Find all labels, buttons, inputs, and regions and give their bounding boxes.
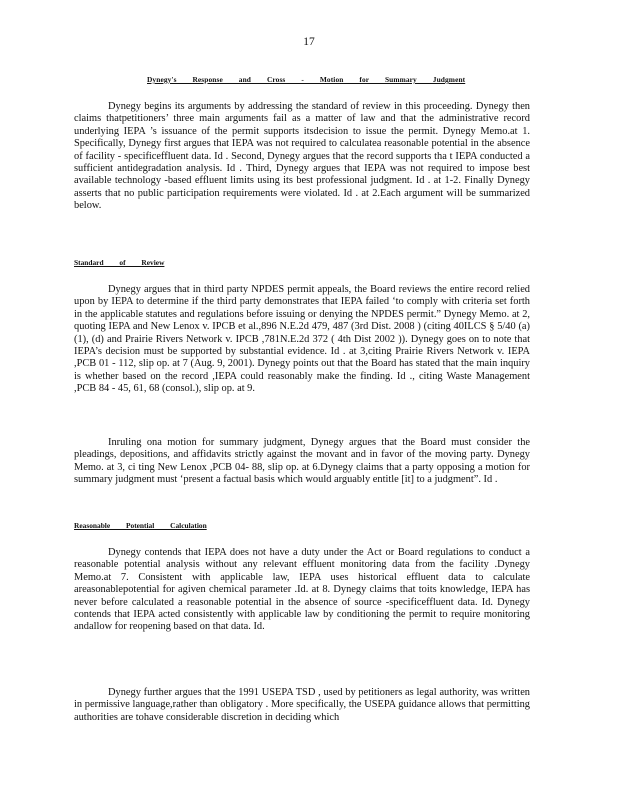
summary-judgment-paragraph bbox=[74, 437, 530, 487]
standard-of-review-heading: Standard of Review bbox=[74, 258, 165, 267]
page-number: 17 bbox=[303, 36, 315, 48]
tsd-text: Dynegy further argues that the 1991 USEPA TSD , used by petitioners as legal authority, was written in permissive language,rather than obligatory . More specifically, the USEPA guidance allows that permitting authorities are tohave considerable discretion in deciding which bbox=[74, 687, 530, 723]
document-title: Dynegy's Response and Cross - Motion for Summary Judgment bbox=[147, 75, 466, 84]
intro-paragraph bbox=[74, 101, 530, 213]
reasonable-potential-text: Dynegy contends that IEPA does not have a duty under the Act or Board regulations to conduct a reasonable potential analysis without any relevant effluent monitoring data from the facility .Dynegy Memo.at 7. Consistent with applicable law, IEPA uses historical effluent data to calculate areasonablepotential for agiven chemical parameter .Id. at 8. Dynegy claims that toits knowledge, IEPA has never before calculated a reasonable potential in the absence of source -specificeffluent data. Id. Dynegy contends that IEPA acted consistently with applicable law by conditioning the permit to require monitoring andallow for reopening based on that data. Id. bbox=[74, 547, 530, 633]
intro-paragraph-text: Dynegy begins its arguments by addressing the standard of review in this proceeding. Dynegy then claims thatpetitioners’ three main arguments fail as a matter of law and that the administrative record underlying IEPA ’s issuance of the permit supports itsdecision to issue the permit. Dynegy Memo.at 1. Specifically, Dynegy first argues that IEPA was not required to calculatea reasonable potential in the absence of facility - specificeffluent data. Id . Second, Dynegy argues that the record supports tha t IEPA conducted a sufficient antidegradation analysis. Id . Third, Dynegy argues that IEPA was not required to impose best available technology -based effluent limits using its best professional judgment. Id . at 1-2. Finally Dynegy asserts that no public participation requirements were violated. Id . at 2.Each argument will be summarized below. bbox=[74, 101, 530, 212]
summary-judgment-text: Inruling ona motion for summary judgment, Dynegy argues that the Board must consider the pleadings, depositions, and affidavits strictly against the movant and in favor of the moving party. Dynegy Memo. at 3, ci ting New Lenox ,PCB 04- 88, slip op. at 6.Dynegy claims that a party opposing a motion for summary judgment must ‘present a factual basis which would arguably entitle [it] to a judgment”. Id . bbox=[74, 437, 530, 486]
standard-of-review-paragraph bbox=[74, 284, 530, 396]
reasonable-potential-paragraph bbox=[74, 547, 530, 634]
tsd-paragraph bbox=[74, 687, 530, 724]
standard-of-review-text: Dynegy argues that in third party NPDES permit appeals, the Board reviews the entire record relied upon by IEPA to determine if the third party demonstrates that IEPA failed ‘to comply with criteria set forth in the applicable statutes and regulations before issuing or denying the NPDES permit.” Dynegy Memo. at 2, quoting IEPA and New Lenox v. IPCB et al.,896 N.E.2d 479, 487 (3rd Dist. 2008 ) (citing 40ILCS § 5/40 (a)(1), (d) and Prairie Rivers Network v. IPCB ,781N.E.2d 372 ( 4th Dist 2002 )). Dynegy goes on to note that IEPA’s decision must be supported by substantial evidence. Id . at 3,citing Prairie Rivers Network v. IEPA ,PCB 01 - 112, slip op. at 7 (Aug. 9, 2001). Dynegy points out that the Board has stated that the main inquiry is whether based on the record ,IEPA could reasonably make the finding. Id ., citing Waste Management ,PCB 84 - 45, 61, 68 (consol.), slip op. at 9. bbox=[74, 284, 530, 395]
reasonable-potential-heading: Reasonable Potential Calculation bbox=[74, 521, 207, 530]
